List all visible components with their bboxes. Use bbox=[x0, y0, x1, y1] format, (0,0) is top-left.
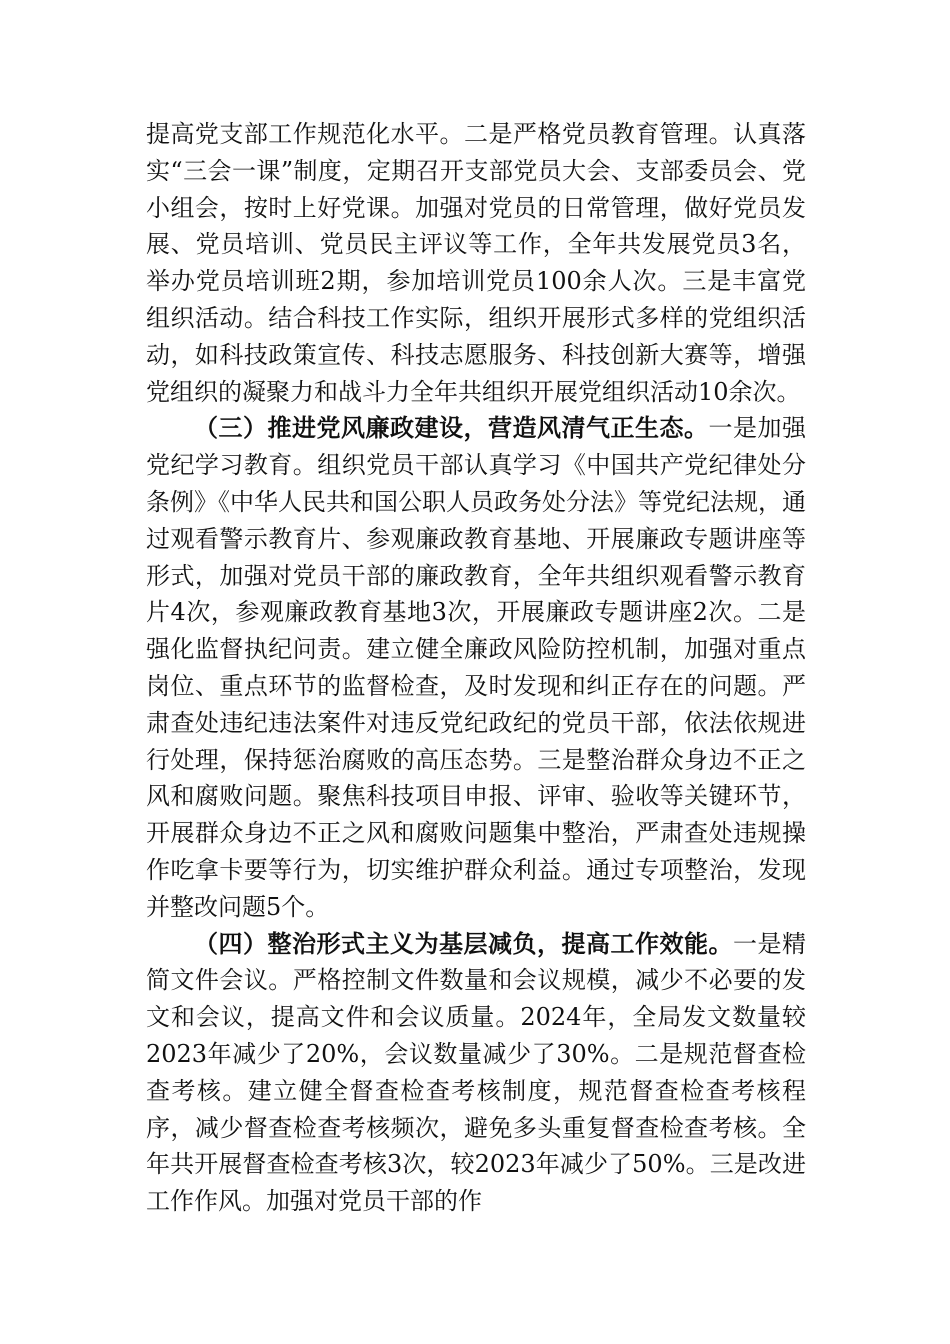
document-body bbox=[146, 116, 806, 1220]
paragraph-text: 一是精简文件会议。严格控制文件数量和会议规模，减少不必要的发文和会议，提高文件和会议质量。2024年，全局发文数量较2023年减少了20%，会议数量减少了30%。二是规范督查检查考核。建立健全督查检查考核制度，规范督查检查考核程序，减少督查检查考核频次，避免多头重复督查检查考核。全年共开展督查检查考核3次，较2023年减少了50%。三是改进工作作风。加强对党员干部的作 bbox=[146, 929, 806, 1216]
section-heading-three: （三）推进党风廉政建设，营造风清气正生态。 bbox=[194, 413, 709, 443]
paragraph-text: 提高党支部工作规范化水平。二是严格党员教育管理。认真落实“三会一课”制度，定期召开支部党员大会、支部委员会、党小组会，按时上好党课。加强对党员的日常管理，做好党员发展、党员培训、党员民主评议等工作，全年共发展党员3名，举办党员培训班2期，参加培训党员100余人次。三是丰富党组织活动。结合科技工作实际，组织开展形式多样的党组织活动，如科技政策宣传、科技志愿服务、科技创新大赛等，增强党组织的凝聚力和战斗力全年共组织开展党组织活动10余次。 bbox=[146, 120, 806, 406]
section-heading-four: （四）整治形式主义为基层减负，提高工作效能。 bbox=[194, 928, 733, 958]
paragraph-text: 一是加强党纪学习教育。组织党员干部认真学习《中国共产党纪律处分条例》《中华人民共和国公职人员政务处分法》等党纪法规，通过观看警示教育片、参观廉政教育基地、开展廉政专题讲座等形式，加强对党员干部的廉政教育，全年共组织观看警示教育片4次，参观廉政教育基地3次，开展廉政专题讲座2次。二是强化监督执纪问责。建立健全廉政风险防控机制，加强对重点岗位、重点环节的监督检查，及时发现和纠正存在的问题。严肃查处违纪违法案件对违反党纪政纪的党员干部，依法依规进行处理，保持惩治腐败的高压态势。三是整治群众身边不正之风和腐败问题。聚焦科技项目申报、评审、验收等关键环节，开展群众身边不正之风和腐败问题集中整治，严肃查处违规操作吃拿卡要等行为，切实维护群众利益。通过专项整治，发现并整改问题5个。 bbox=[146, 414, 806, 921]
paragraph-reduce-burden bbox=[146, 926, 806, 1220]
paragraph-integrity-building bbox=[146, 410, 806, 925]
paragraph-party-education bbox=[146, 116, 806, 410]
